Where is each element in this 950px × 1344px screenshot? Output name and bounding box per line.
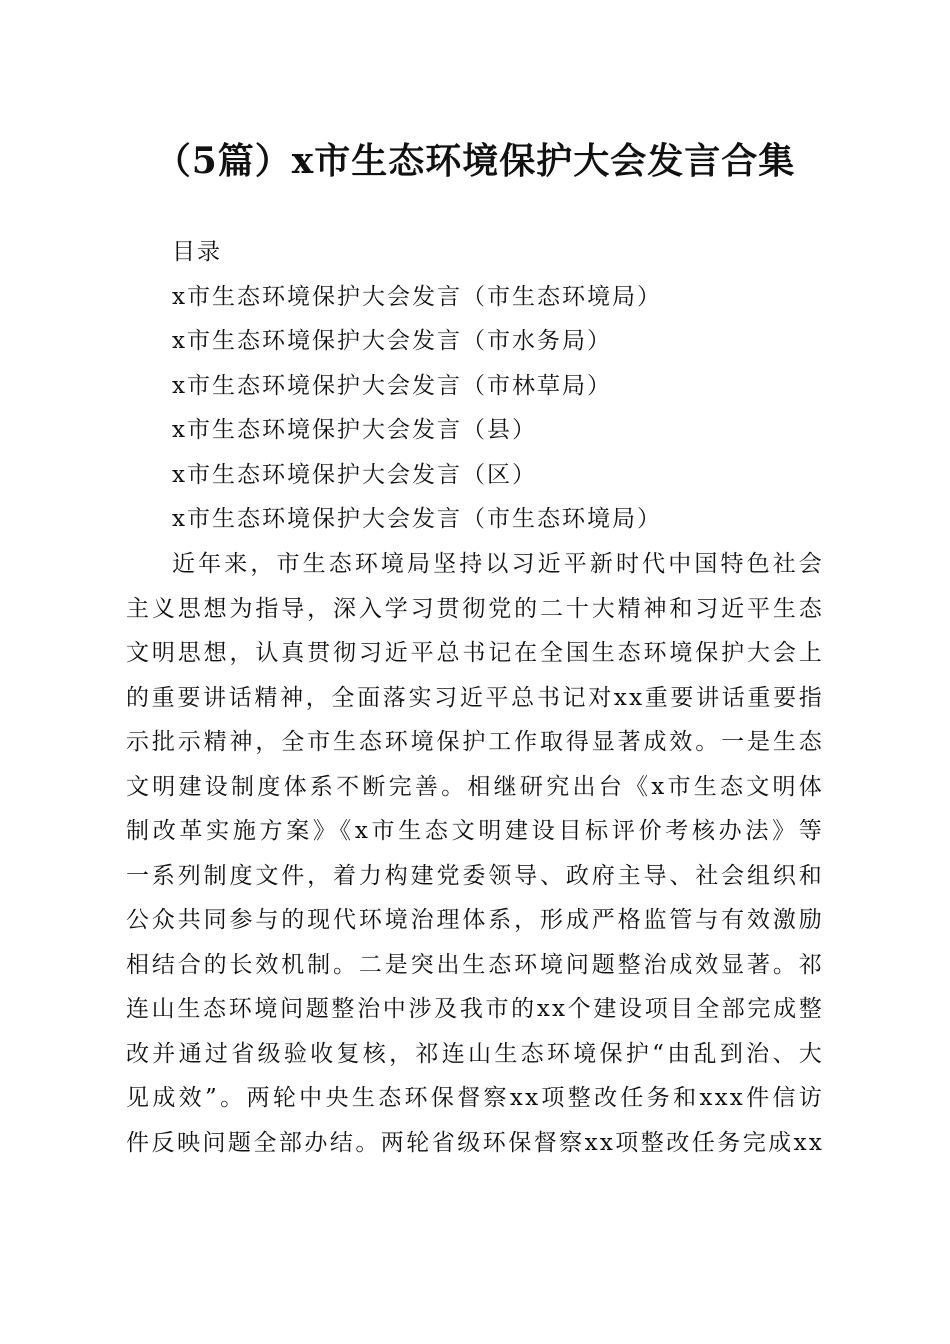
toc-item: x市生态环境保护大会发言（县） xyxy=(172,417,537,443)
body-line: 公众共同参与的现代环境治理体系，形成严格监管与有效激励 xyxy=(126,907,824,933)
toc-item: x市生态环境保护大会发言（市生态环境局） xyxy=(172,506,662,532)
body-line: 近年来，市生态环境局坚持以习近平新时代中国特色社会 xyxy=(172,551,824,577)
body-line: 连山生态环境问题整治中涉及我市的xx个建设项目全部完成整 xyxy=(126,996,824,1022)
body-line: 相结合的长效机制。二是突出生态环境问题整治成效显著。祁 xyxy=(126,951,824,978)
body-line: 见成效”。两轮中央生态环保督察xx项整改任务和xxx件信访 xyxy=(126,1085,824,1111)
document-title: （5篇）x市生态环境保护大会发言合集 xyxy=(154,140,796,182)
body-line: 一系列制度文件，着力构建党委领导、政府主导、社会组织和 xyxy=(126,862,824,889)
toc-item: x市生态环境保护大会发言（市水务局） xyxy=(172,328,612,354)
toc-item: x市生态环境保护大会发言（市生态环境局） xyxy=(172,283,662,310)
toc-heading: 目录 xyxy=(172,239,222,265)
toc-item: x市生态环境保护大会发言（区） xyxy=(172,461,537,488)
body-line: 件反映问题全部办结。两轮省级环保督察xx项整改任务完成xx xyxy=(126,1129,824,1156)
body-line: 制改革实施方案》《x市生态文明建设目标评价考核办法》等 xyxy=(126,818,824,844)
body-line: 文明思想，认真贯彻习近平总书记在全国生态环境保护大会上 xyxy=(126,640,824,666)
body-line: 示批示精神，全市生态环境保护工作取得显著成效。一是生态 xyxy=(126,729,824,755)
body-paragraph xyxy=(126,542,824,1165)
body-line: 改并通过省级验收复核，祁连山生态环境保护“由乱到治、大 xyxy=(126,1040,824,1067)
body-line: 主义思想为指导，深入学习贯彻党的二十大精神和习近平生态 xyxy=(126,595,824,622)
body-line: 的重要讲话精神，全面落实习近平总书记对xx重要讲话重要指 xyxy=(126,684,824,711)
toc-item: x市生态环境保护大会发言（市林草局） xyxy=(172,372,612,399)
table-of-contents xyxy=(172,230,872,542)
body-line: 文明建设制度体系不断完善。相继研究出台《x市生态文明体 xyxy=(126,773,824,800)
